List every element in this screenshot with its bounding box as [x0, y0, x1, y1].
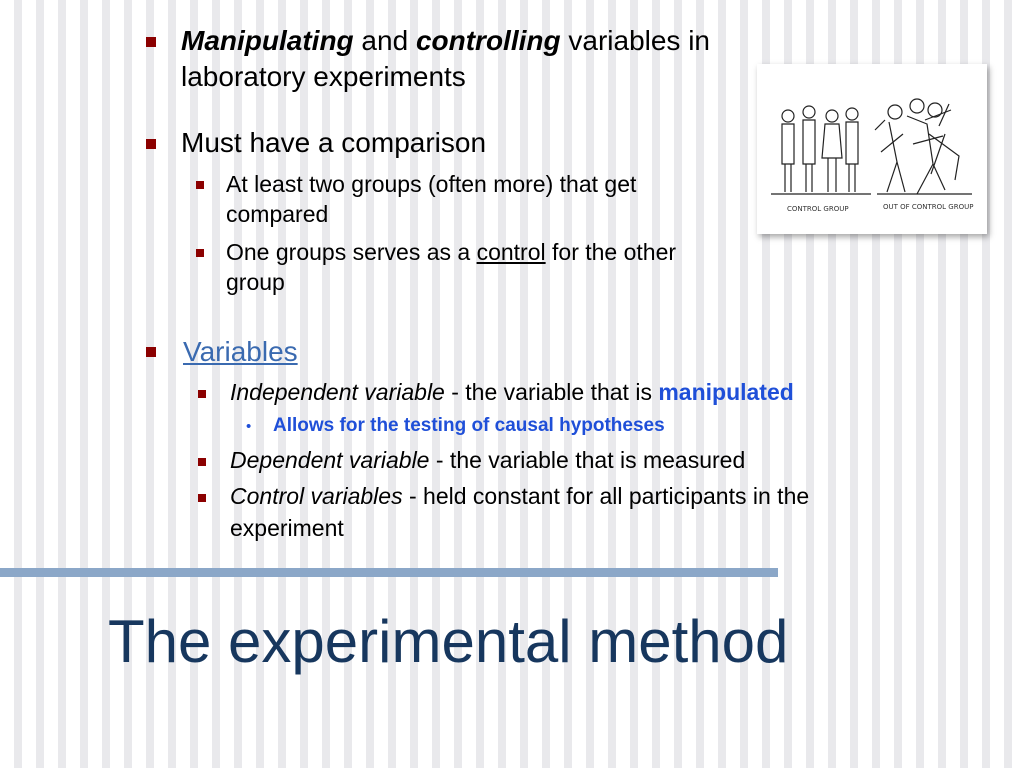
text-dv-desc: - the variable that is measured: [429, 447, 746, 473]
sub-bullet-square-icon: [198, 494, 206, 502]
caption-out-of-control-group: OUT OF CONTROL GROUP: [883, 203, 974, 211]
control-variables-line2: experiment: [230, 515, 344, 541]
text-for-the-other: for the other: [545, 239, 677, 265]
sub-bullet-square-icon: [196, 181, 204, 189]
text-cv-desc: - held constant for all participants in the: [402, 483, 810, 509]
independent-variable-line: [230, 377, 794, 407]
causal-note: [246, 414, 251, 439]
sub-bullet-square-icon: [198, 458, 206, 466]
title-divider-bar: [0, 568, 778, 577]
bullet-comparison: Must have a comparison: [181, 127, 487, 158]
slide-title: The experimental method: [108, 608, 789, 675]
sub-bullet-square-icon: [196, 249, 204, 257]
em-manipulated: manipulated: [658, 379, 794, 405]
bullet-square-icon: [146, 347, 156, 357]
bullet-square-icon: [146, 37, 156, 47]
bullet-square-icon: [146, 139, 156, 149]
dependent-variable-line: [230, 445, 745, 475]
sub-bullet-control-line1: [226, 237, 676, 267]
bullet-laboratory-line: laboratory experiments: [181, 61, 466, 92]
em-controlling: controlling: [415, 25, 561, 56]
control-underlined: control: [476, 239, 546, 265]
em-manipulating: Manipulating: [181, 25, 354, 56]
text-and: and: [353, 25, 416, 56]
sub-bullet-control-line2: group: [226, 269, 285, 295]
caption-control-group: CONTROL GROUP: [787, 205, 849, 213]
sub-bullet-square-icon: [198, 390, 206, 398]
sub-bullet-groups-line2: compared: [226, 201, 329, 227]
text-variables-in: variables in: [560, 25, 710, 56]
term-independent-variable: Independent variable: [230, 379, 445, 405]
text-iv-desc: - the variable that is: [444, 379, 659, 405]
text-one-groups: One groups serves as a: [226, 239, 477, 265]
term-control-variables: Control variables: [230, 483, 403, 509]
bullet-manipulating-controlling: [181, 24, 710, 58]
dot-bullet-icon: •: [246, 418, 252, 435]
control-variables-line: [230, 481, 809, 511]
variables-link[interactable]: Variables: [183, 336, 298, 367]
term-dependent-variable: Dependent variable: [230, 447, 430, 473]
causal-hypotheses-note: Allows for the testing of causal hypotheses: [273, 415, 665, 436]
sub-bullet-groups-line1: At least two groups (often more) that get: [226, 171, 637, 197]
control-group-cartoon-image: [757, 64, 987, 234]
